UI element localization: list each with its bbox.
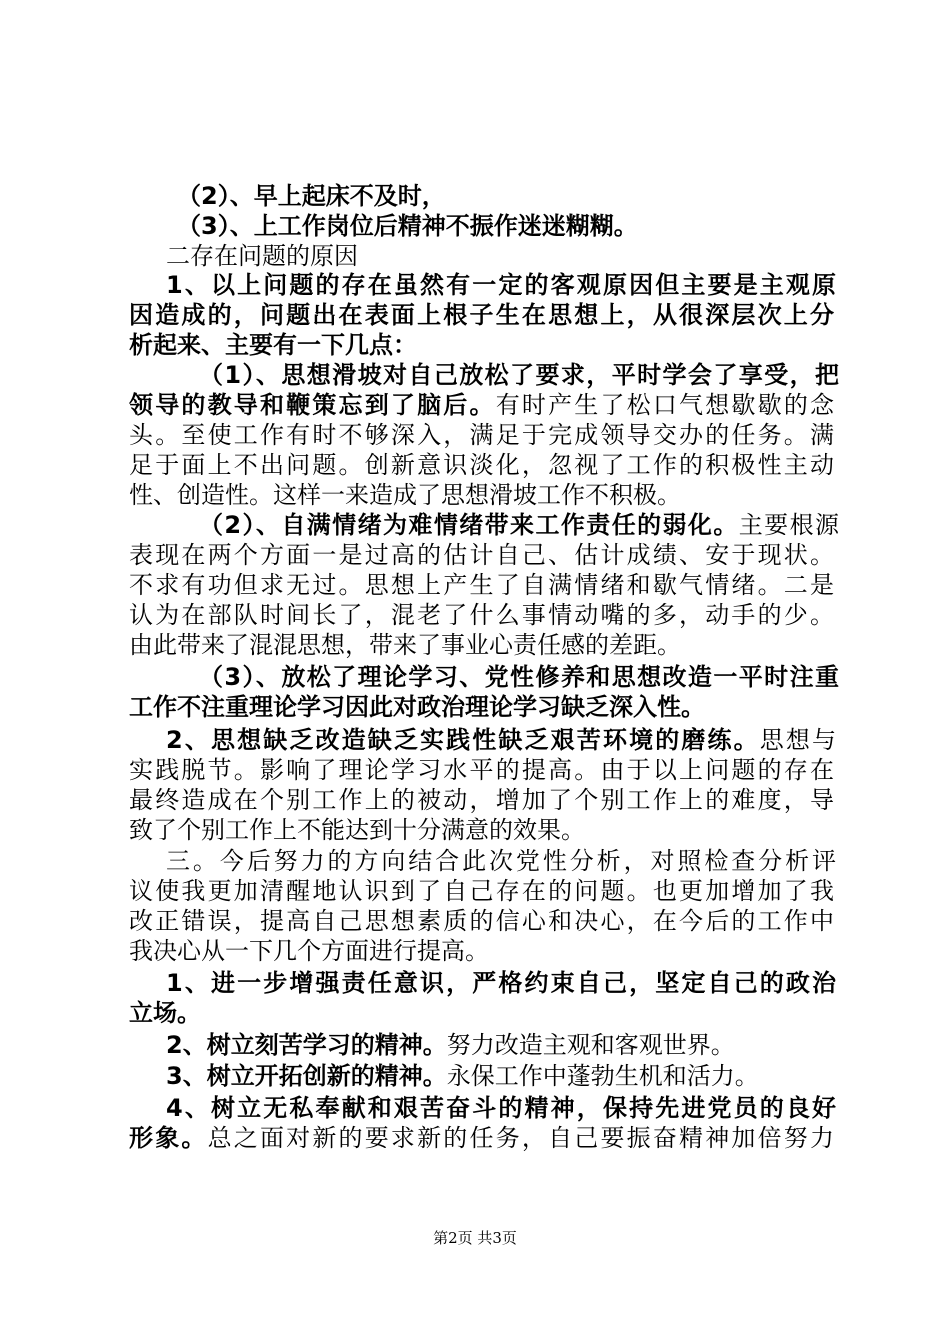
text-regular: 性、创造性。这样一来造成了思想滑坡工作不积极。 [129,481,681,509]
text-regular: 主要根源 [738,511,839,539]
text-regular: 三。今后努力的方向结合此次党性分析，对照检查分析评 [166,847,836,875]
text-line [129,815,834,845]
text-line [129,330,834,360]
text-line [129,936,834,966]
text-line [199,662,839,692]
text-regular: 认为在部队时间长了，混老了什么事情动嘴的多，动手的少。 [129,601,834,629]
text-line [199,360,839,390]
text-line [166,1030,836,1060]
text-bold: 因造成的，问题出在表面上根子生在思想上，从很深层次上分 [129,301,834,329]
text-line [129,600,834,630]
text-regular: 由此带来了混混思想，带来了事业心责任感的差距。 [129,631,681,659]
text-bold: （1）、思想滑坡对自己放松了要求，平时学会了享受，把 [199,361,839,389]
text-line [129,630,834,660]
text-regular: 改正错误，提高自己思想素质的信心和决心，在今后的工作中 [129,907,834,935]
text-regular: 不求有功但求无过。思想上产生了自满情绪和歇气情绪。二是 [129,571,834,599]
page-footer: 第2页 共3页 [433,1229,517,1247]
text-line [166,846,836,876]
text-line [129,785,834,815]
text-line [129,876,834,906]
text-bold: 4、树立无私奉献和艰苦奋斗的精神，保持先进党员的良好 [166,1094,836,1122]
text-regular: 最终造成在个别工作上的被动，增加了个别工作上的难度，导 [129,786,834,814]
text-bold: （2）、早上起床不及时， [177,182,446,210]
text-bold: 立场。 [129,999,201,1027]
text-line [129,755,834,785]
text-regular: 思想与 [759,726,836,754]
text-line [129,1123,834,1153]
text-bold: 领导的教导和鞭策忘到了脑后。 [129,391,496,419]
text-line [129,420,834,450]
text-regular: 二存在问题的原因 [166,242,358,270]
text-bold: （3）、上工作岗位后精神不振作迷迷糊糊。 [177,212,638,240]
text-line [129,300,834,330]
text-line [166,1093,836,1123]
text-regular: 永保工作中蓬勃生机和活力。 [446,1062,759,1090]
text-line [177,211,837,241]
text-line [166,725,836,755]
text-regular: 表现在两个方面一是过高的估计自己、估计成绩、安于现状。 [129,541,834,569]
text-regular: 总之面对新的要求新的任务，自己要振奋精神加倍努力 [207,1124,834,1152]
text-bold: 2、树立刻苦学习的精神。 [166,1031,447,1059]
section-heading [166,241,836,271]
text-line [129,450,834,480]
text-regular: 实践脱节。影响了理论学习水平的提高。由于以上问题的存在 [129,756,834,784]
text-bold: 析起来、主要有一下几点： [129,331,417,359]
text-regular: 努力改造主观和客观世界。 [446,1031,735,1059]
text-line [177,181,837,211]
text-line [129,540,834,570]
text-line [129,998,834,1028]
text-line [129,390,834,420]
text-regular: 我决心从一下几个方面进行提高。 [129,937,489,965]
text-regular: 足于面上不出问题。创新意识淡化，忽视了工作的积极性主动 [129,451,834,479]
text-regular: 议使我更加清醒地认识到了自己存在的问题。也更加增加了我 [129,877,834,905]
text-bold: 工作不注重理论学习因此对政治理论学习缺乏深入性。 [129,693,705,721]
text-line [199,510,839,540]
text-bold: 1、进一步增强责任意识，严格约束自己，坚定自己的政治 [166,969,836,997]
text-line [129,480,834,510]
text-regular: 头。至使工作有时不够深入，满足于完成领导交办的任务。满 [129,421,834,449]
text-regular: 致了个别工作上不能达到十分满意的效果。 [129,816,585,844]
text-line [129,692,834,722]
text-line [129,570,834,600]
text-line [166,1061,836,1091]
text-bold: （3）、放松了理论学习、党性修养和思想改造一平时注重 [199,663,839,691]
text-bold: 1、以上问题的存在虽然有一定的客观原因但主要是主观原 [166,271,836,299]
text-bold: 2、思想缺乏改造缺乏实践性缺乏艰苦环境的磨练。 [166,726,760,754]
text-bold: 形象。 [129,1124,208,1152]
text-bold: 3、树立开拓创新的精神。 [166,1062,447,1090]
text-line [129,906,834,936]
text-line [166,270,836,300]
text-bold: （2）、自满情绪为难情绪带来工作责任的弱化。 [199,511,739,539]
text-line [166,968,836,998]
text-regular: 有时产生了松口气想歇歇的念 [495,391,834,419]
